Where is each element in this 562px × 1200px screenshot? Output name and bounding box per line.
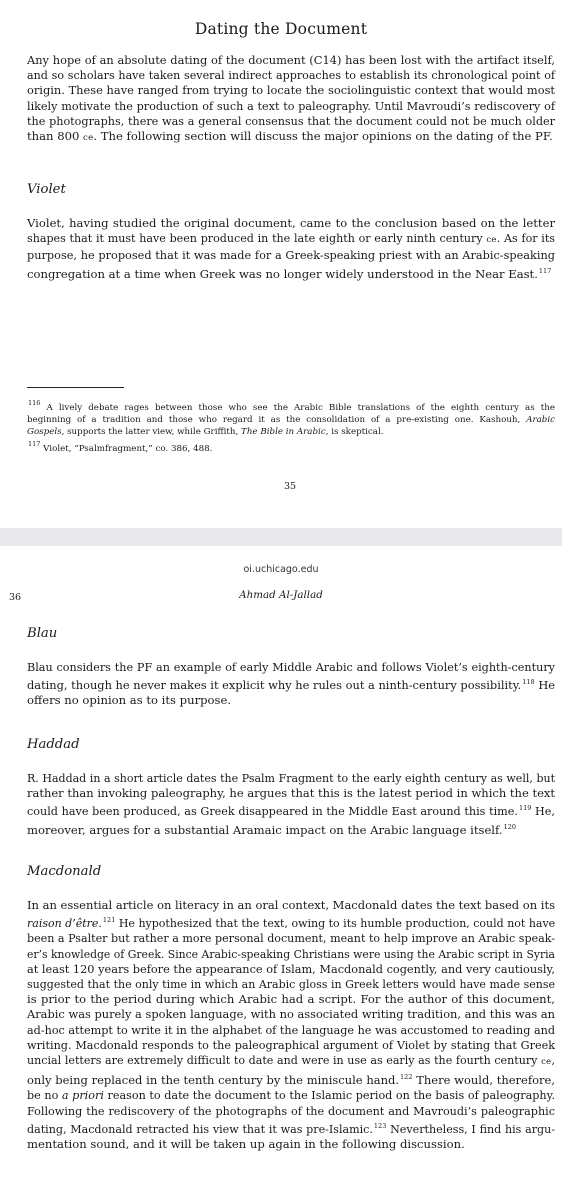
text-line: congregation at a time when Greek was no longer widely understood in the Near East.$^{117}$ bbox=[27, 266, 552, 281]
text-line: Arabic was purely a spoken language, with no associated writing tradition, and this was an bbox=[27, 1007, 555, 1022]
text-line: and so scholars have taken several indirect approaches to establish its chronological point of bbox=[27, 69, 555, 83]
heading-blau: Blau bbox=[27, 626, 58, 641]
text-line: origin. These have ranged from trying to locate the sociolinguistic context that would most bbox=[27, 83, 555, 98]
text-line: In an essential article on literacy in an oral context, Macdonald dates the text based on its bbox=[27, 898, 555, 912]
page-36 bbox=[0, 546, 562, 1200]
footnote-divider bbox=[27, 387, 124, 388]
section-title: Dating the Document bbox=[194, 20, 368, 38]
source-watermark: oi.uchicago.edu bbox=[243, 564, 319, 575]
text-line: rather than invoking paleography, he argues that this is the latest period in which the text bbox=[27, 786, 555, 801]
text-line: dating, though he never makes it explicit why he rules out a ninth-century possibility.$^{118}$ He bbox=[27, 678, 555, 693]
page-35 bbox=[0, 0, 562, 536]
footnote-116-line: Gospels, supports the latter view, while Griffith, The Bible in Arabic, is skeptical. bbox=[27, 427, 384, 437]
text-line: suggested that the only time in which an Arabic gloss in Greek letters would have made sense bbox=[27, 978, 555, 992]
page-number: 35 bbox=[284, 481, 297, 492]
text-line: mentation sound, and it will be taken up again in the following discussion. bbox=[27, 1137, 465, 1152]
footnote-117: $^{117}$ Violet, “Psalmfragment,” co. 386, 488. bbox=[28, 440, 213, 454]
heading-violet: Violet bbox=[27, 182, 66, 197]
text-line: writing. Macdonald responds to the paleographical argument of Violet by stating that Greek bbox=[27, 1038, 555, 1052]
text-line: er’s knowledge of Greek. Since Arabic-speaking Christians were using the Arabic script in Syria bbox=[27, 947, 555, 961]
text-line: be no a priori reason to date the document to the Islamic period on the basis of paleography. bbox=[27, 1089, 556, 1103]
text-line: R. Haddad in a short article dates the Psalm Fragment to the early eighth century as well, but bbox=[27, 772, 555, 785]
text-line: is prior to the period during which Arabic had a script. For the author of this document, bbox=[27, 992, 555, 1007]
blau-paragraph bbox=[27, 660, 555, 709]
footnote-ref: 120 bbox=[503, 822, 516, 831]
haddad-paragraph bbox=[27, 771, 555, 838]
text-line: shapes that it must have been produced in the late eighth or early ninth century ce. As for its bbox=[27, 232, 555, 246]
text-line: ad-hoc attempt to write it in the alphabet of the language he was accustomed to reading and bbox=[27, 1023, 555, 1037]
text-line: Any hope of an absolute dating of the document (C14) has been lost with the artifact itself, bbox=[27, 53, 555, 67]
text-line: than 800 ce. The following section will discuss the major opinions on the dating of the PF. bbox=[27, 129, 553, 144]
footnote-116-line: beginning of a tradition and those who regard it as the consolidation of a pre-existing one. Kashouh, Arabic bbox=[27, 415, 555, 425]
era-abbrev: ce bbox=[486, 235, 497, 246]
text-line: raison d’être.$^{121}$ He hypothesized that the text, owing to its humble production, could not have bbox=[27, 916, 556, 931]
text-line: offers no opinion as to its purpose. bbox=[27, 693, 232, 708]
footnote-ref: 122 bbox=[400, 1073, 413, 1082]
footnote-ref: 123 bbox=[373, 1121, 387, 1130]
macdonald-paragraph bbox=[27, 898, 555, 1152]
text-line: been a Psalter but rather a more personal document, meant to help improve an Arabic speak- bbox=[27, 932, 555, 946]
footnotes bbox=[27, 397, 555, 455]
heading-haddad: Haddad bbox=[27, 737, 80, 752]
footnote-ref: 119 bbox=[518, 804, 532, 813]
text-line: only being replaced in the tenth century by the miniscule hand.$^{122}$ There would, therefore, bbox=[27, 1073, 555, 1088]
text-line: Violet, having studied the original document, came to the conclusion based on the letter bbox=[27, 216, 555, 230]
page-gap bbox=[0, 528, 562, 546]
text-line: uncial letters are extremely difficult to date and were in use as early as the fourth century ce, bbox=[27, 1054, 555, 1068]
era-abbrev: ce bbox=[83, 133, 94, 144]
text-line: moreover, argues for a substantial Aramaic impact on the Arabic language itself.$^{120}$ bbox=[27, 822, 516, 837]
footnote-ref: 121 bbox=[102, 916, 116, 925]
page-number: 36 bbox=[9, 592, 22, 603]
heading-macdonald: Macdonald bbox=[27, 864, 102, 879]
violet-paragraph bbox=[27, 216, 555, 282]
text-line: dating, Macdonald retracted his view that it was pre-Islamic.$^{123}$ Nevertheless, I find his argu- bbox=[27, 1121, 555, 1136]
text-line: at least 120 years before the appearance of Islam, Macdonald cogently, and very cautiously, bbox=[27, 962, 555, 976]
era-abbrev: ce bbox=[541, 1057, 552, 1068]
intro-paragraph bbox=[27, 53, 555, 146]
footnote-ref: 118 bbox=[522, 678, 535, 687]
text-line: likely motivate the production of such a text to paleography. Until Mavroudi’s rediscovery of bbox=[27, 99, 555, 113]
footnote-ref: 117 bbox=[538, 266, 552, 275]
text-line: the photographs, there was a general consensus that the document could not be much older bbox=[27, 114, 555, 128]
footnote-116-line: $^{116}$ A lively debate rages between those who see the Arabic Bible translations of the eighth century as the bbox=[28, 399, 555, 413]
text-line: Following the rediscovery of the photographs of the document and Mavroudi’s paleographic bbox=[27, 1104, 555, 1118]
running-head: Ahmad Al-Jallad bbox=[239, 589, 323, 601]
text-line: could have been produced, as Greek disappeared in the Middle East around this time.$^{119}$ He, bbox=[27, 804, 555, 819]
text-line: Blau considers the PF an example of early Middle Arabic and follows Violet’s eighth-century bbox=[27, 661, 555, 674]
text-line: purpose, he proposed that it was made for a Greek-speaking priest with an Arabic-speaking bbox=[27, 249, 555, 263]
